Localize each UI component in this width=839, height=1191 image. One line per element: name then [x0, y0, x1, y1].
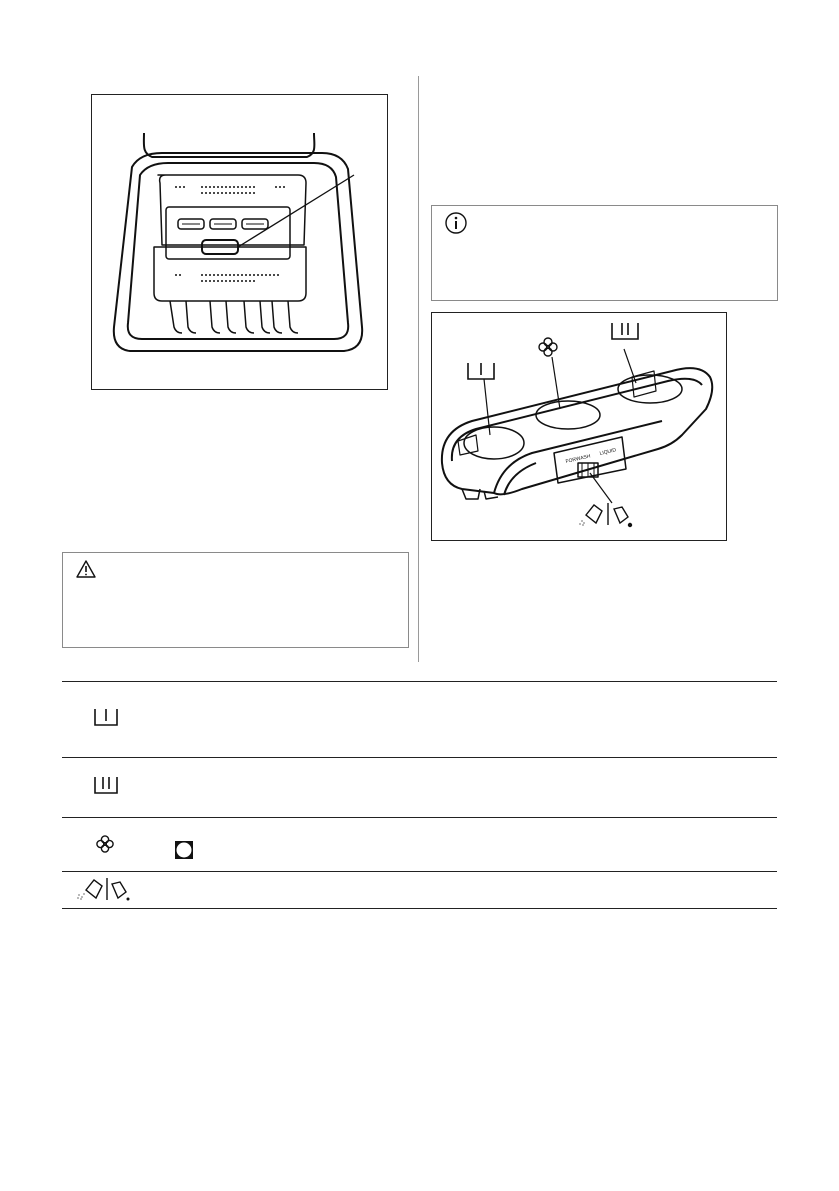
table-rule-top: [62, 681, 777, 682]
drawer-top-illustration: [92, 95, 387, 389]
info-note: [431, 205, 778, 301]
warning-note: [62, 552, 409, 648]
table-rule: [62, 871, 777, 872]
main-wash-compartment-icon: [93, 775, 119, 795]
powder-liquid-flap-icon: [579, 503, 631, 527]
table-rule-bottom: [62, 908, 777, 909]
circle-marker-icon: [174, 840, 194, 860]
softener-flower-icon: [95, 834, 115, 854]
main-wash-compartment-icon: [612, 323, 638, 339]
powder-liquid-flap-icon: [76, 876, 132, 902]
table-rule: [62, 817, 777, 818]
prewash-compartment-icon: [93, 707, 119, 727]
info-icon: [444, 211, 468, 235]
flap-label-forwash: FORWASH: [565, 453, 592, 465]
column-divider: [418, 76, 419, 662]
figure-detergent-drawer-top: [91, 94, 388, 390]
figure-detergent-drawer-compartments: [431, 312, 727, 541]
prewash-compartment-icon: [468, 363, 494, 379]
drawer-compartments-illustration: [432, 313, 726, 540]
table-rule: [62, 757, 777, 758]
warning-triangle-icon: [75, 559, 97, 579]
flap-label-liquid: LIQUID: [599, 447, 617, 457]
softener-flower-icon: [539, 338, 557, 356]
